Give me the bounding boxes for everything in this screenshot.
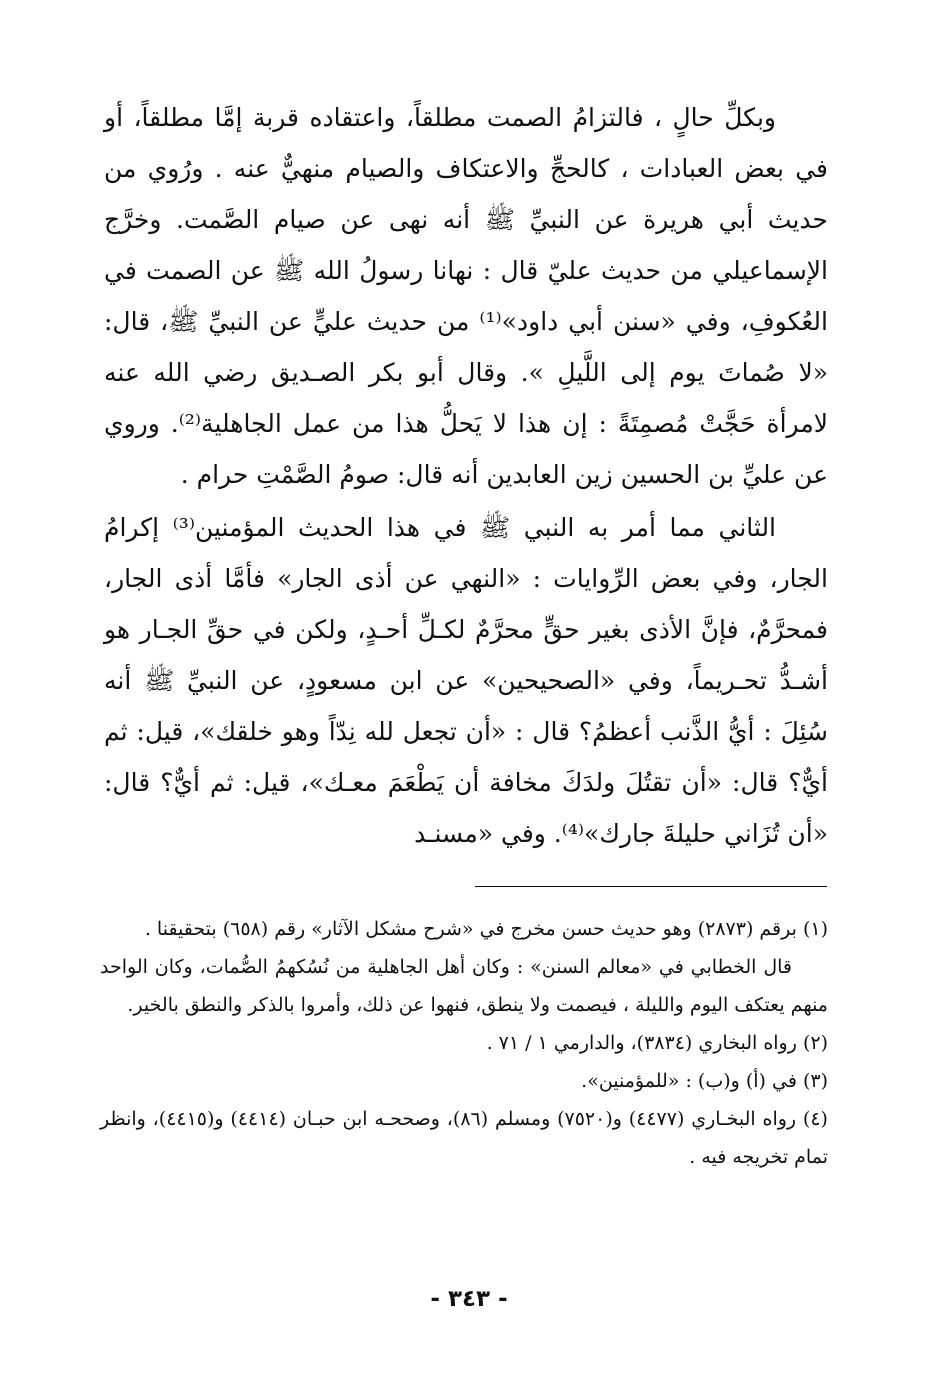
main-text <box>104 92 828 859</box>
paragraph-neighbor: الثاني مما أمر به النبي ﷺ في هذا الحديث المؤمنين⁽³⁾ إكرامُ الجار، وفي بعض الرِّوايات : «النهي عن أذى الجار» فأمَّا أذى الجار، فمحرَّمٌ، فإنَّ الأذى بغير حقٍّ محرَّمٌ لكـلِّ أحـدٍ، ولكن في حقِّ الجـار هو أشـدُّ تحـريماً، وفي «الصحيحين» عن ابن مسعودٍ، عن النبيِّ ﷺ أنه سُئِلَ : أيُّ الذَّنب أعظمُ؟ قال : «أن تجعل لله نِدّاً وهو خلقك»، قيل: ثم أيٌّ؟ قال: «أن تقتُلَ ولدَكَ مخافة أن يَطْعَمَ معـك»، قيل: ثم أيٌّ؟ قال: «أن تُزَاني حليلةَ جارك»⁽⁴⁾. وفي «مسنـد <box>104 513 828 848</box>
footnote-2: (٢) رواه البخاري (٣٨٣٤)، والدارمي ١ / ٧١ . <box>486 1032 828 1054</box>
footnote-separator <box>475 886 827 887</box>
footnote-1: (١) برقم (٢٨٧٣) وهو حديث حسن مخرج في «شرح مشكل الآثار» رقم (٦٥٨) بتحقيقنا . <box>144 918 828 940</box>
footnote-3: (٣) في (أ) و(ب) : «للمؤمنين». <box>581 1070 828 1092</box>
paragraph-silence: وبكلِّ حالٍ ، فالتزامُ الصمت مطلقاً، واعتقاده قربة إمَّا مطلقاً، أو في بعض العبادات ، كالحجِّ والاعتكاف والصيام منهيٌّ عنه . ورُوي من حديث أبي هريرة عن النبيِّ ﷺ أنه نهى عن صيام الصَّمت. وخرَّج الإسماعيلي من حديث عليّ قال : نهانا رسولُ الله ﷺ عن الصمت في العُكوفِ، وفي «سنن أبي داود»⁽¹⁾ من حديث عليٍّ عن النبيِّ ﷺ، قال: «لا صُماتَ يوم إلى اللَّيلِ ». وقال أبو بكر الصـديق رضي الله عنه لامرأة حَجَّتْ مُصمِتَةً : إن هذا لا يَحلُّ هذا من عمل الجاهلية⁽²⁾. وروي عن عليِّ بن الحسين زين العابدين أنه قال: صومُ الصَّمْتِ حرام . <box>104 103 829 489</box>
footnote-1-continuation: قال الخطابي في «معالم السنن» : وكان أهل الجاهلية من نُسُكهمُ الصُّمات، وكان الواحد منهم يعتكف اليوم والليلة ، فيصمت ولا ينطق، فنهوا عن ذلك، وأمروا بالذكر والنطق بالخير. <box>100 956 828 1016</box>
page-number: - ٣٤٣ - <box>430 1286 508 1312</box>
footnotes <box>100 910 828 1176</box>
footnote-4: (٤) رواه البخـاري (٤٤٧٧) و(٧٥٢٠) ومسلم (٨٦)، وصححـه ابن حبـان (٤٤١٤) و(٤٤١٥)، وانظر تمام تخريجه فيه . <box>100 1108 828 1168</box>
